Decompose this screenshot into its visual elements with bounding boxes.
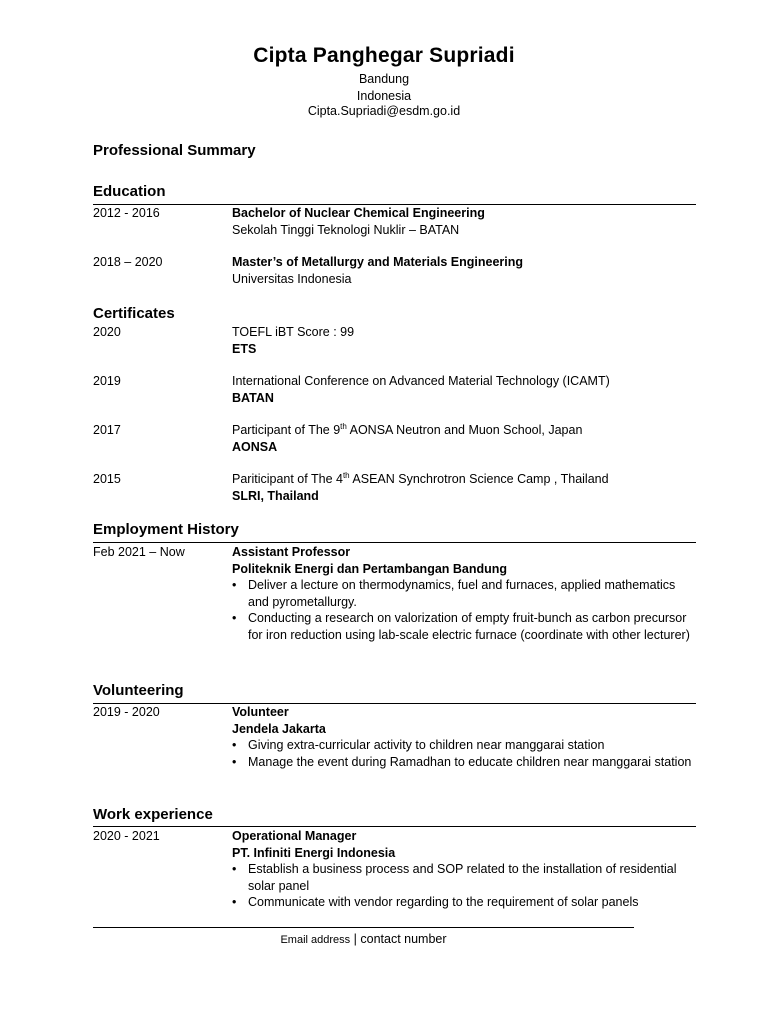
work-org: PT. Infiniti Energi Indonesia xyxy=(232,845,396,860)
list-item: • Deliver a lecture on thermodynamics, fuel and furnaces, applied mathematics and pyrometallurgy. xyxy=(232,577,696,610)
email: Cipta.Supriadi@esdm.go.id xyxy=(307,104,461,118)
page-footer xyxy=(93,932,634,946)
certificates-heading: Certificates xyxy=(93,305,175,322)
work-role: Operational Manager xyxy=(232,829,357,843)
work-divider xyxy=(93,826,696,827)
education-school: Sekolah Tinggi Teknologi Nuklir – BATAN xyxy=(232,222,460,237)
footer-email-label: Email address xyxy=(280,934,351,946)
list-item: • Manage the event during Ramadhan to educate children near manggarai station xyxy=(232,754,696,771)
certificate-date: 2020 xyxy=(93,325,121,339)
certificate-title: Participant of The 9th AONSA Neutron and Muon School, Japan xyxy=(232,421,583,437)
employment-bullets xyxy=(232,577,696,643)
certificate-issuer: ETS xyxy=(232,341,257,356)
work-experience-heading: Work experience xyxy=(93,806,213,823)
country: Indonesia xyxy=(356,89,412,103)
education-degree: Bachelor of Nuclear Chemical Engineering xyxy=(232,206,485,220)
certificate-title: TOEFL iBT Score : 99 xyxy=(232,325,355,339)
education-date: 2012 - 2016 xyxy=(93,206,160,220)
footer-contact-label: contact number xyxy=(360,932,447,946)
certificate-date: 2015 xyxy=(93,472,121,486)
employment-divider xyxy=(93,542,696,543)
footer-separator: | xyxy=(353,932,357,946)
volunteering-org: Jendela Jakarta xyxy=(232,721,326,736)
volunteering-heading: Volunteering xyxy=(93,682,184,699)
employment-org: Politeknik Energi dan Pertambangan Bandung xyxy=(232,561,508,576)
list-item: • Establish a business process and SOP related to the installation of residential solar panel xyxy=(232,861,696,894)
professional-summary-heading: Professional Summary xyxy=(93,142,256,159)
employment-date: Feb 2021 – Now xyxy=(93,545,185,559)
certificate-issuer: SLRI, Thailand xyxy=(232,488,319,503)
education-school: Universitas Indonesia xyxy=(232,271,352,286)
education-degree: Master’s of Metallurgy and Materials Engineering xyxy=(232,255,524,269)
volunteering-bullets xyxy=(232,737,696,770)
work-bullets xyxy=(232,861,696,911)
candidate-name: Cipta Panghegar Supriadi xyxy=(253,44,515,67)
certificate-title: Pariticipant of The 4th ASEAN Synchrotron Science Camp , Thailand xyxy=(232,470,609,486)
list-item: • Communicate with vendor regarding to the requirement of solar panels xyxy=(232,894,696,911)
certificate-date: 2017 xyxy=(93,423,121,437)
certificate-title: International Conference on Advanced Material Technology (ICAMT) xyxy=(232,374,610,388)
employment-role: Assistant Professor xyxy=(232,545,351,559)
volunteering-role: Volunteer xyxy=(232,705,289,719)
list-item: • Giving extra-curricular activity to children near manggarai station xyxy=(232,737,696,754)
volunteering-date: 2019 - 2020 xyxy=(93,705,160,719)
education-heading: Education xyxy=(93,183,166,200)
certificate-date: 2019 xyxy=(93,374,121,388)
work-date: 2020 - 2021 xyxy=(93,829,160,843)
employment-history-heading: Employment History xyxy=(93,521,239,538)
education-date: 2018 – 2020 xyxy=(93,255,163,269)
city: Bandung xyxy=(358,72,410,86)
list-item: • Conducting a research on valorization of empty fruit-bunch as carbon precursor for iron reduction using lab-scale electric furnace (coordinate with other lecturer) xyxy=(232,610,696,643)
certificate-issuer: BATAN xyxy=(232,390,274,405)
footer-divider xyxy=(93,927,634,928)
certificate-issuer: AONSA xyxy=(232,439,278,454)
